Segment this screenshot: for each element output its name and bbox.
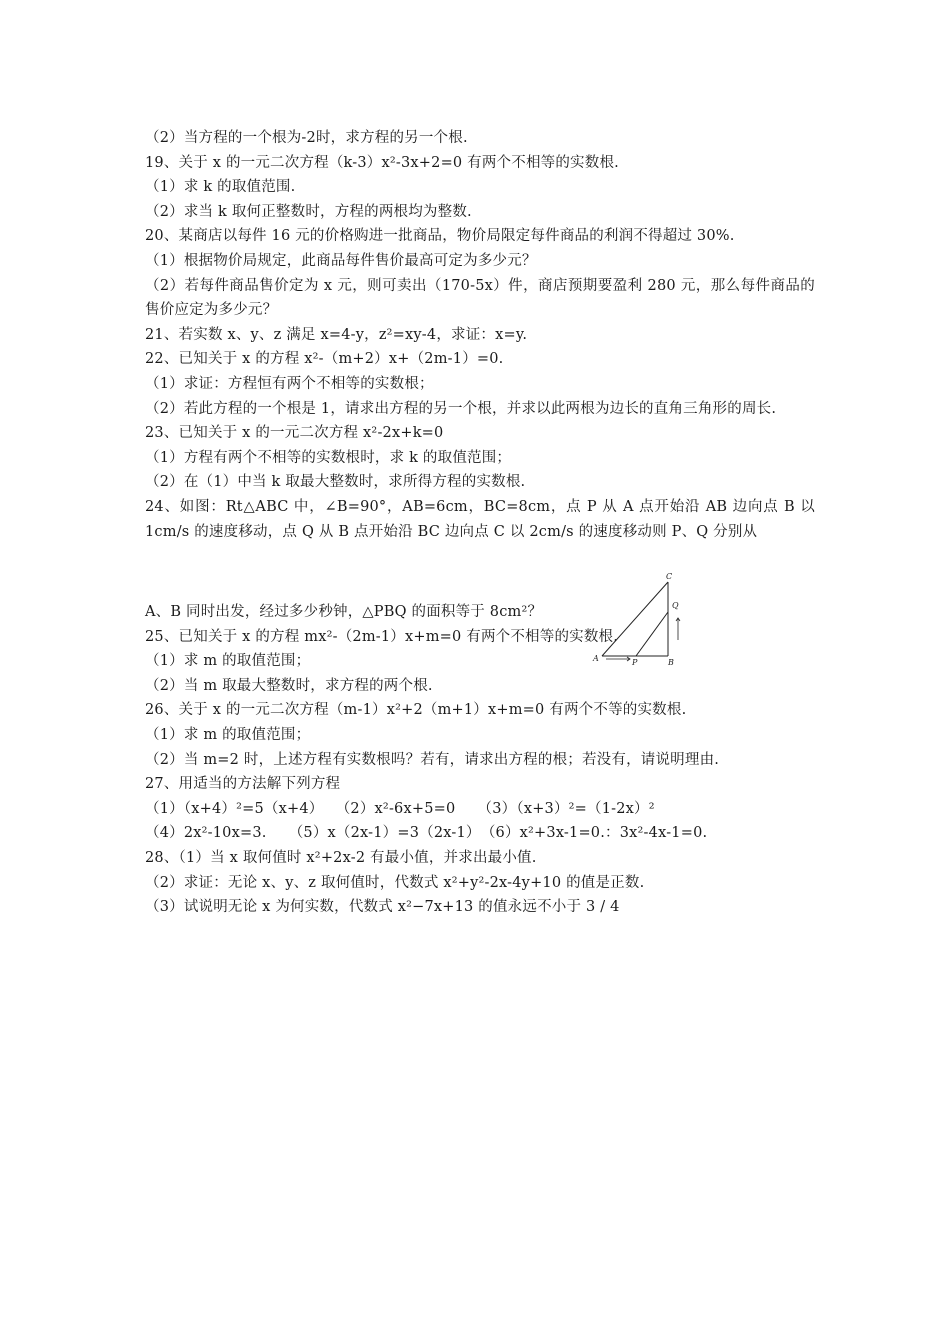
- question-22: 22、已知关于 x 的方程 x²-（m+2）x+（2m-1）=0.: [145, 351, 504, 368]
- text-line: （1）求 m 的取值范围；: [145, 727, 311, 744]
- text-line: （1）求 k 的取值范围.: [145, 179, 296, 196]
- text-line: （2）若每件商品售价定为 x 元，则可卖出（170-5x）件，商店预期要盈利 280 元，那么每件商品的售价应定为多少元？: [145, 277, 815, 319]
- side-ac: [602, 582, 668, 656]
- question-26: 26、关于 x 的一元二次方程（m-1）x²+2（m+1）x+m=0 有两个不等的实数根.: [145, 702, 687, 719]
- label-p: P: [632, 658, 638, 667]
- text-line: （3）试说明无论 x 为何实数，代数式 x²−7x+13 的值永远不小于 3 / 4: [145, 899, 620, 916]
- text-line: （1）（x+4）²=5（x+4） （2）x²-6x+5=0 （3）（x+3）²=（1-2x）²: [145, 800, 655, 817]
- question-20: 20、某商店以每件 16 元的价格购进一批商品，物价局限定每件商品的利润不得超过 30%.: [145, 228, 735, 245]
- text-line: （2）在（1）中当 k 取最大整数时，求所得方程的实数根.: [145, 474, 526, 491]
- text-line: （2）求证：无论 x、y、z 取何值时，代数式 x²+y²-2x-4y+10 的值是正数.: [145, 874, 645, 891]
- triangle-figure: [590, 570, 690, 670]
- text-line: （1）方程有两个不相等的实数根时，求 k 的取值范围；: [145, 449, 512, 466]
- label-c: C: [666, 572, 673, 581]
- label-a: A: [593, 654, 599, 663]
- figure-spacer: [145, 544, 815, 600]
- text-line: （2）若此方程的一个根是 1，请求出方程的另一个根，并求以此两根为边长的直角三角形的周长.: [145, 400, 777, 417]
- text-line: （2）当 m=2 时，上述方程有实数根吗？若有，请求出方程的根；若没有，请说明理由.: [145, 751, 720, 768]
- document-body: [145, 126, 815, 920]
- question-21: 21、若实数 x、y、z 满足 x=4-y，z²=xy-4，求证：x=y.: [145, 326, 528, 343]
- text-line: （4）2x²-10x=3. （5）x（2x-1）=3（2x-1） （6）x²+3x-1=0.：3x²-4x-1=0.: [145, 825, 708, 842]
- question-27: 27、用适当的方法解下列方程: [145, 776, 341, 793]
- text-line: （2）求当 k 取何正整数时，方程的两根均为整数.: [145, 203, 472, 220]
- question-23: 23、已知关于 x 的一元二次方程 x²-2x+k=0: [145, 425, 444, 442]
- text-line: （1）根据物价局规定，此商品每件售价最高可定为多少元？: [145, 252, 537, 269]
- label-b: B: [668, 658, 674, 667]
- question-25: 25、已知关于 x 的方程 mx²-（2m-1）x+m=0 有两个不相等的实数根.: [145, 628, 619, 645]
- text-line: （2）当方程的一个根为-2时，求方程的另一个根.: [145, 130, 468, 146]
- segment-pq: [636, 612, 668, 656]
- text-line: （1）求 m 的取值范围；: [145, 653, 311, 670]
- label-q: Q: [672, 601, 679, 610]
- text-line: （1）求证：方程恒有两个不相等的实数根；: [145, 375, 434, 392]
- question-24: 24、如图：Rt△ABC 中，∠B=90°，AB=6cm，BC=8cm，点 P 从 A 点开始沿 AB 边向点 B 以 1cm/s 的速度移动，点 Q 从 B 点开始沿 BC 边向点 C 以 2cm/s 的速度移动则 P、Q 分别从: [145, 498, 815, 540]
- question-28: 28、（1）当 x 取何值时 x²+2x-2 有最小值，并求出最小值.: [145, 850, 537, 867]
- text-line: （2）当 m 取最大整数时，求方程的两个根.: [145, 677, 433, 694]
- text-line: A、B 同时出发，经过多少秒钟，△PBQ 的面积等于 8cm²？: [145, 604, 543, 621]
- question-19: 19、关于 x 的一元二次方程（k-3）x²-3x+2=0 有两个不相等的实数根.: [145, 154, 619, 171]
